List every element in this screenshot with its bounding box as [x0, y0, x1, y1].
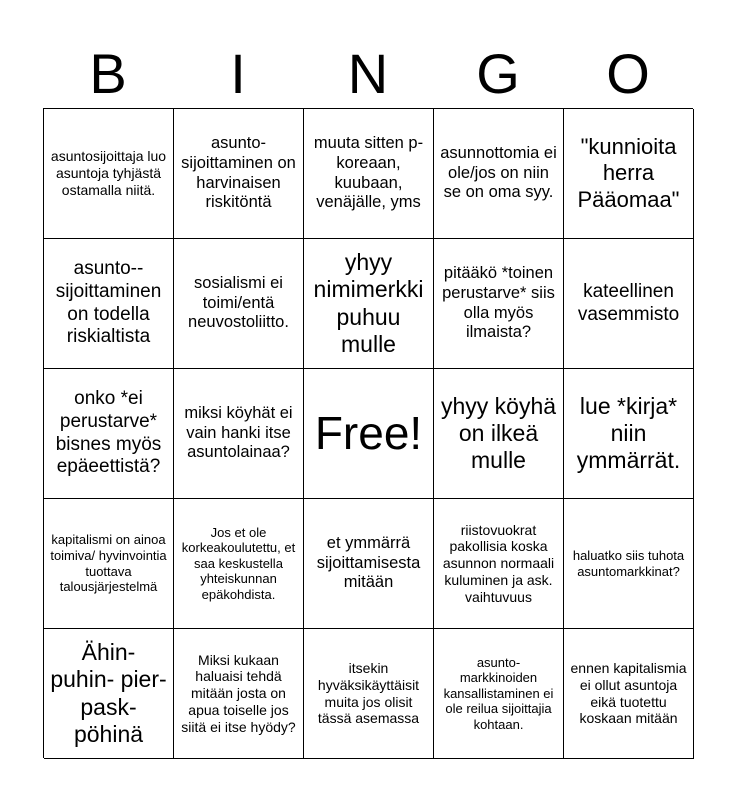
header-letter-b: B: [89, 42, 127, 105]
bingo-header: [43, 40, 693, 108]
bingo-grid: [43, 108, 693, 758]
bingo-cell-4-4[interactable]: riistovuokrat pakollisia koska asunnon normaali kuluminen ja ask. vaihtuvuus: [434, 499, 564, 629]
header-letter-g: G: [476, 42, 520, 105]
bingo-cell-2-5[interactable]: kateellinen vasemmisto: [564, 239, 694, 369]
header-letter-o: O: [606, 42, 650, 105]
bingo-cell-2-4[interactable]: pitääkö *toinen perustarve* siis olla myös ilmaista?: [434, 239, 564, 369]
bingo-cell-1-3[interactable]: muuta sitten p-koreaan, kuubaan, venäjälle, yms: [304, 109, 434, 239]
bingo-cell-1-1[interactable]: asuntosijoittaja luo asuntoja tyhjästä ostamalla niitä.: [44, 109, 174, 239]
bingo-cell-5-3[interactable]: itsekin hyväksikäyttäisit muita jos olisit tässä asemassa: [304, 629, 434, 759]
bingo-cell-5-2[interactable]: Miksi kukaan haluaisi tehdä mitään josta on apua toiselle jos siitä ei itse hyödy?: [174, 629, 304, 759]
header-letter-i: I: [230, 42, 246, 105]
bingo-cell-5-5[interactable]: ennen kapitalismia ei ollut asuntoja eikä tuotettu koskaan mitään: [564, 629, 694, 759]
header-letter-n: N: [347, 42, 389, 105]
bingo-cell-free[interactable]: Free!: [304, 369, 434, 499]
bingo-cell-1-2[interactable]: asunto- sijoittaminen on harvinaisen riskitöntä: [174, 109, 304, 239]
bingo-cell-3-4[interactable]: yhyy köyhä on ilkeä mulle: [434, 369, 564, 499]
bingo-cell-5-1[interactable]: Ähin- puhin- pier-pask- pöhinä: [44, 629, 174, 759]
bingo-cell-2-3[interactable]: yhyy nimimerkki puhuu mulle: [304, 239, 434, 369]
bingo-cell-4-2[interactable]: Jos et ole korkeakoulutettu, et saa keskustella yhteiskunnan epäkohdista.: [174, 499, 304, 629]
bingo-cell-3-5[interactable]: lue *kirja* niin ymmärrät.: [564, 369, 694, 499]
bingo-cell-3-1[interactable]: onko *ei perustarve* bisnes myös epäeettistä?: [44, 369, 174, 499]
bingo-cell-1-5[interactable]: "kunnioita herra Pääomaa": [564, 109, 694, 239]
bingo-cell-4-3[interactable]: et ymmärrä sijoittamisesta mitään: [304, 499, 434, 629]
bingo-cell-4-1[interactable]: kapitalismi on ainoa toimiva/ hyvinvointia tuottava talousjärjestelmä: [44, 499, 174, 629]
bingo-cell-2-1[interactable]: asunto-- sijoittaminen on todella riskialtista: [44, 239, 174, 369]
bingo-cell-3-2[interactable]: miksi köyhät ei vain hanki itse asuntolainaa?: [174, 369, 304, 499]
bingo-cell-1-4[interactable]: asunnottomia ei ole/jos on niin se on oma syy.: [434, 109, 564, 239]
bingo-cell-2-2[interactable]: sosialismi ei toimi/entä neuvostoliitto.: [174, 239, 304, 369]
bingo-cell-5-4[interactable]: asunto- markkinoiden kansallistaminen ei ole reilua sijoittajia kohtaan.: [434, 629, 564, 759]
bingo-cell-4-5[interactable]: haluatko siis tuhota asuntomarkkinat?: [564, 499, 694, 629]
